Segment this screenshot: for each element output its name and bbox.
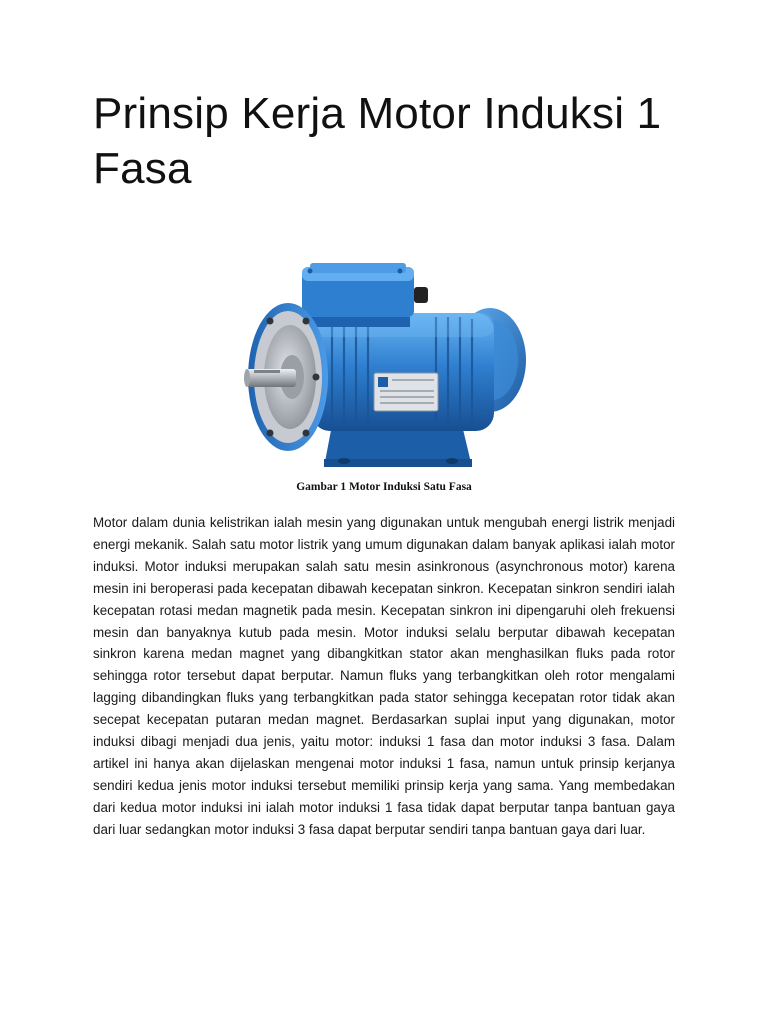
motor-base: [324, 425, 472, 467]
figure-caption: Gambar 1 Motor Induksi Satu Fasa: [296, 481, 472, 493]
body-paragraph: Motor dalam dunia kelistrikan ialah mesin yang digunakan untuk mengubah energi listrik menjadi energi mekanik. Salah satu motor listrik yang umum digunakan dalam banyak aplikasi ialah motor induksi. Motor induksi merupakan salah satu mesin asinkronous (asynchronous motor) karena mesin ini beroperasi pada kecepatan dibawah kecepatan sinkron. Kecepatan sinkron sendiri ialah kecepatan rotasi medan magnetik pada mesin. Kecepatan sinkron ini dipengaruhi oleh frekuensi mesin dan banyaknya kutub pada mesin. Motor induksi selalu berputar dibawah kecepatan sinkron karena medan magnet yang dibangkitkan stator akan menghasilkan fluks pada rotor sehingga rotor tersebut dapat berputar. Namun fluks yang terbangkitkan oleh rotor mengalami lagging dibandingkan fluks yang terbangkitkan pada stator sehingga kecepatan rotor tidak akan secepat kecepatan putaran medan magnet. Berdasarkan suplai input yang digunakan, motor induksi dibagi menjadi dua jenis, yaitu motor: induksi 1 fasa dan motor induksi 3 fasa. Dalam artikel ini hanya akan dijelaskan mengenai motor induksi 1 fasa, namun untuk prinsip kerjanya sendiri kedua jenis motor induksi tersebut memiliki prinsip kerja yang sama. Yang membedakan dari kedua motor induksi ini ialah motor induksi 1 fasa tidak dapat berputar tanpa bantuan gaya dari luar sedangkan motor induksi 3 fasa dapat berputar sendiri tanpa bantuan gaya dari luar.: [93, 515, 675, 837]
induction-motor-image: [240, 255, 532, 470]
nameplate: [374, 373, 438, 411]
motor-figure: [240, 255, 532, 470]
terminal-box: [302, 263, 428, 327]
motor-shaft: [244, 369, 296, 387]
page-title: Prinsip Kerja Motor Induksi 1 Fasa: [93, 89, 662, 193]
motor-housing: [312, 313, 494, 431]
